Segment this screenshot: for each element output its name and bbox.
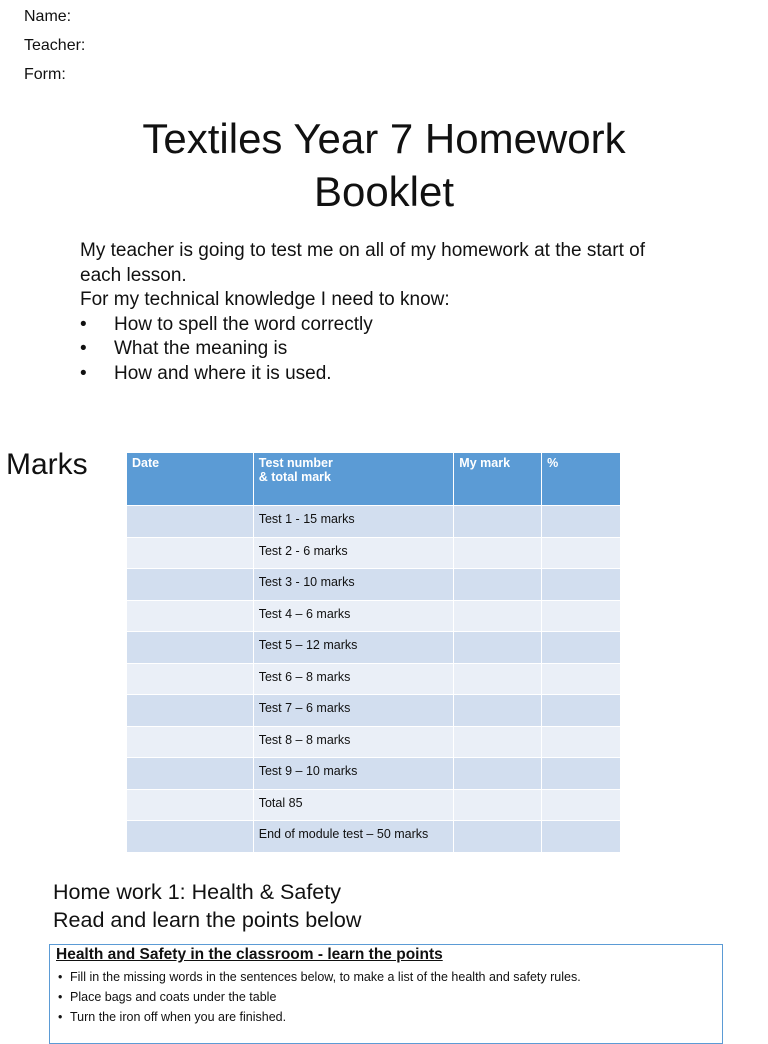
table-row xyxy=(127,695,621,727)
test-cell: Test 5 – 12 marks xyxy=(253,632,454,664)
teacher-label: Teacher: xyxy=(24,37,86,54)
percent-cell[interactable] xyxy=(542,506,621,538)
test-cell: Test 7 – 6 marks xyxy=(253,695,454,727)
health-safety-list xyxy=(56,967,716,1027)
test-cell: Test 8 – 8 marks xyxy=(253,726,454,758)
page-title xyxy=(0,112,768,218)
my-mark-cell[interactable] xyxy=(454,695,542,727)
list-item-text: What the meaning is xyxy=(114,338,288,359)
percent-cell[interactable] xyxy=(542,600,621,632)
title-line-2: Booklet xyxy=(313,168,455,215)
bullet-icon: • xyxy=(58,990,63,1004)
intro-bullet-list xyxy=(80,313,680,387)
table-row xyxy=(127,537,621,569)
test-cell: Test 9 – 10 marks xyxy=(253,758,454,790)
intro-line-2: For my technical knowledge I need to know: xyxy=(80,289,450,310)
column-header-my-mark: My mark xyxy=(454,453,542,506)
percent-cell[interactable] xyxy=(542,663,621,695)
percent-cell[interactable] xyxy=(542,695,621,727)
list-item xyxy=(56,1007,716,1027)
percent-cell[interactable] xyxy=(542,726,621,758)
bullet-icon: • xyxy=(80,313,87,335)
percent-cell[interactable] xyxy=(542,537,621,569)
marks-table xyxy=(126,452,621,853)
percent-cell[interactable] xyxy=(542,569,621,601)
table-row xyxy=(127,789,621,821)
date-cell[interactable] xyxy=(127,600,254,632)
health-safety-box xyxy=(49,944,723,1044)
test-cell: End of module test – 50 marks xyxy=(253,821,454,853)
list-item xyxy=(56,967,716,987)
table-row xyxy=(127,758,621,790)
percent-cell[interactable] xyxy=(542,789,621,821)
my-mark-cell[interactable] xyxy=(454,758,542,790)
bullet-icon: • xyxy=(58,1010,63,1024)
list-item xyxy=(80,362,680,387)
my-mark-cell[interactable] xyxy=(454,506,542,538)
column-header-test xyxy=(253,453,454,506)
date-cell[interactable] xyxy=(127,663,254,695)
date-cell[interactable] xyxy=(127,506,254,538)
my-mark-cell[interactable] xyxy=(454,600,542,632)
table-row xyxy=(127,569,621,601)
my-mark-cell[interactable] xyxy=(454,821,542,853)
form-label: Form: xyxy=(24,66,66,83)
my-mark-cell[interactable] xyxy=(454,537,542,569)
bullet-icon: • xyxy=(80,338,87,359)
column-header-date: Date xyxy=(127,453,254,506)
list-item-text: Fill in the missing words in the sentences below, to make a list of the health and safety rules. xyxy=(70,970,581,984)
table-row xyxy=(127,506,621,538)
list-item xyxy=(56,987,716,1007)
test-cell: Test 2 - 6 marks xyxy=(253,537,454,569)
homework-heading-line-2: Read and learn the points below xyxy=(53,908,362,932)
title-line-1: Textiles Year 7 Homework xyxy=(142,115,626,162)
table-row xyxy=(127,663,621,695)
percent-cell[interactable] xyxy=(542,758,621,790)
list-item xyxy=(80,337,680,362)
list-item-text: Turn the iron off when you are finished. xyxy=(70,1010,287,1024)
test-cell: Test 1 - 15 marks xyxy=(253,506,454,538)
column-header-percent: % xyxy=(542,453,621,506)
table-row xyxy=(127,600,621,632)
bullet-icon: • xyxy=(58,970,63,984)
list-item xyxy=(80,313,680,338)
percent-cell[interactable] xyxy=(542,632,621,664)
table-header-row xyxy=(127,453,621,506)
homework-heading xyxy=(53,878,361,934)
percent-cell[interactable] xyxy=(542,821,621,853)
list-item-text: How and where it is used. xyxy=(114,362,332,384)
bullet-icon: • xyxy=(80,362,87,384)
date-cell[interactable] xyxy=(127,695,254,727)
table-row xyxy=(127,821,621,853)
my-mark-cell[interactable] xyxy=(454,569,542,601)
test-cell: Test 4 – 6 marks xyxy=(253,600,454,632)
homework-heading-line-1: Home work 1: Health & Safety xyxy=(53,880,341,904)
list-item-text: How to spell the word correctly xyxy=(114,313,373,335)
marks-heading: Marks xyxy=(6,448,88,481)
date-cell[interactable] xyxy=(127,632,254,664)
name-label: Name: xyxy=(24,8,72,25)
my-mark-cell[interactable] xyxy=(454,663,542,695)
date-cell[interactable] xyxy=(127,569,254,601)
my-mark-cell[interactable] xyxy=(454,789,542,821)
my-mark-cell[interactable] xyxy=(454,726,542,758)
table-row xyxy=(127,726,621,758)
date-cell[interactable] xyxy=(127,821,254,853)
my-mark-cell[interactable] xyxy=(454,632,542,664)
list-item-text: Place bags and coats under the table xyxy=(70,990,277,1004)
table-row xyxy=(127,632,621,664)
intro-line-1: My teacher is going to test me on all of my homework at the start of each lesson. xyxy=(80,240,645,286)
test-cell: Test 6 – 8 marks xyxy=(253,663,454,695)
test-cell: Total 85 xyxy=(253,789,454,821)
date-cell[interactable] xyxy=(127,537,254,569)
intro-text xyxy=(80,239,680,386)
health-safety-title: Health and Safety in the classroom - learn the points xyxy=(56,946,443,963)
column-header-test-line-2: & total mark xyxy=(258,470,331,484)
column-header-test-line-1: Test number xyxy=(258,456,333,470)
date-cell[interactable] xyxy=(127,758,254,790)
test-cell: Test 3 - 10 marks xyxy=(253,569,454,601)
date-cell[interactable] xyxy=(127,726,254,758)
date-cell[interactable] xyxy=(127,789,254,821)
